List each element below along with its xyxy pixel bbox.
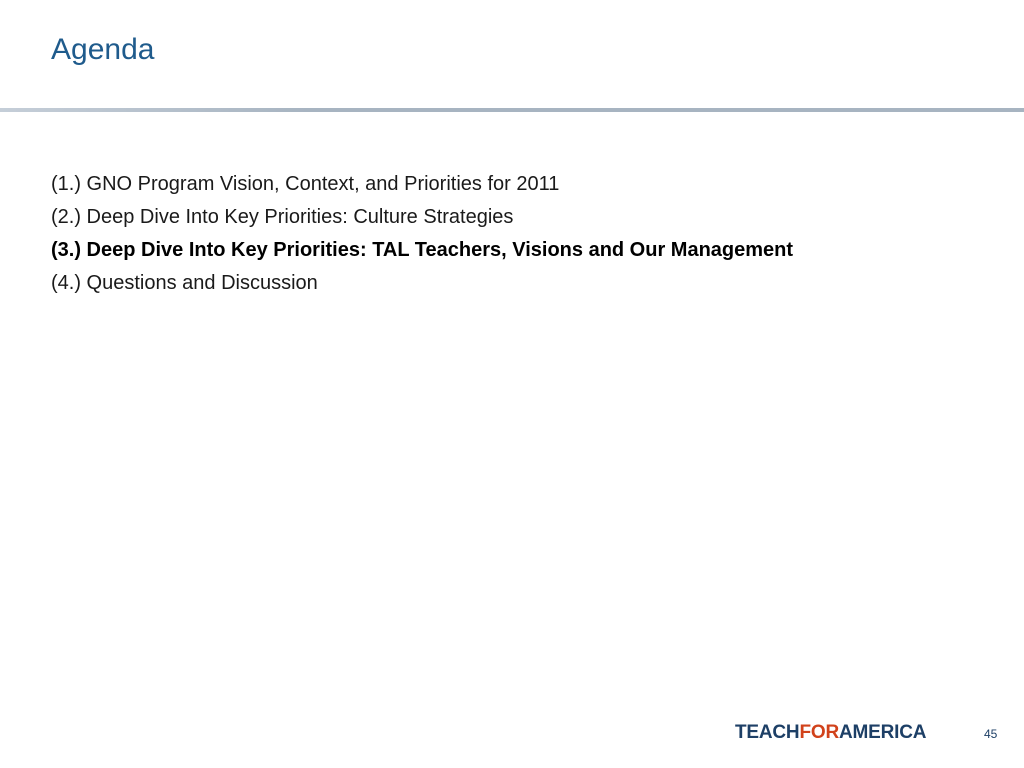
logo-text-teach: TEACH — [735, 722, 800, 743]
slide-title: Agenda — [51, 33, 155, 66]
agenda-item: (4.) Questions and Discussion — [51, 272, 318, 294]
agenda-item: (1.) GNO Program Vision, Context, and Priorities for 2011 — [51, 173, 560, 195]
logo-text-america: AMERICA — [838, 722, 927, 743]
agenda-item-current: (3.) Deep Dive Into Key Priorities: TAL Teachers, Visions and Our Management — [51, 239, 794, 261]
logo-text-for: FOR — [799, 722, 839, 743]
teach-for-america-logo — [735, 722, 926, 744]
page-number: 45 — [984, 727, 998, 741]
agenda-list — [51, 170, 793, 302]
agenda-item: (2.) Deep Dive Into Key Priorities: Culture Strategies — [51, 206, 514, 228]
title-divider — [0, 108, 1024, 112]
